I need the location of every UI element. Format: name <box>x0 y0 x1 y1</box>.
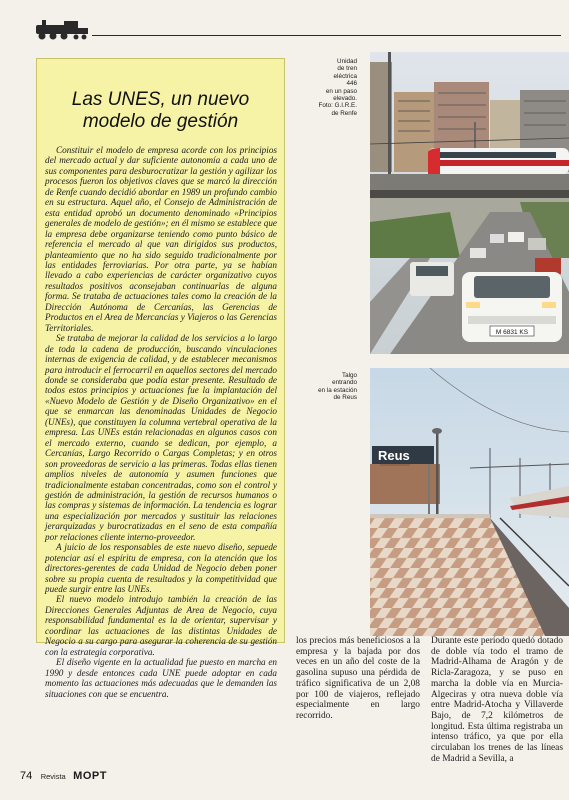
sidebar-box <box>36 58 285 699</box>
column-2 <box>431 636 563 764</box>
column-1-text: los precios más beneficiosos a la empresa y la bajada por dos veces en un año del coste de la gasolina supuso una pérdida de tráfico significativa de un 2,08 por 100 de viajeros, reflejado especialmente en largo recorrido. <box>296 636 420 721</box>
page-number: 74 <box>20 770 33 782</box>
locomotive-icon <box>34 19 90 41</box>
sidebar-paragraph-5: El diseño vigente en la actualidad fue puesto en marcha en 1990 y desde entonces cada UNE puede adoptar en cada momento las actuaciones más adecuadas que le demanden las situaciones con que se encuentra. <box>45 657 277 699</box>
sidebar-paragraph-1: Constituir el modelo de empresa acorde con los principios del mercado actual y dar suficiente autonomía a cada uno de sus componentes para desburocratizar la gestión y agilizar los procesos fueron los objetivos claves que se marcó la dirección de Renfe cuando decidió abordar en 1989 un profundo cambio en su estructura. Aquel año, el Consejo de Administración de esta entidad aprobó un documento denominado «Principios generales de modelo de gestión»; en él mismo se establece que la empresa debe organizarse teniendo como punto básico de referencia el mercado al que van dirigidos sus productos, planteamiento que no ha sido seguido tradicionalmente por las entidades ferroviarias. Por otra parte, ya se habían llevado a cabo experiencias de carácter organizativo cuyos resultados positivos aconsejaban continuarlas de alguna forma. Se trataba de actuaciones tales como la creación de la Dirección Autónoma de Cercanías, las Gerencias de Productos en el Area de Mercancías y Viajeros o las Gerencias Territoriales. <box>45 145 277 333</box>
column-2-text: Durante este período quedó dotado de doble vía todo el tramo de Madrid-Alhama de Aragón y de Ricla-Zaragoza, y se puso en marcha la doble vía en Murcia-Algeciras y otra nueva doble vía entre Madrid-Atocha y Villaverde Bajo, de 7,2 kilómetros de longitud. Esta última registraba un intenso tráfico, ya que por ella circulaban los trenes de las líneas de Madrid a Sevilla, a <box>431 636 563 764</box>
caption-top-line: eléctrica <box>333 72 357 80</box>
caption-bottom-line: entrando <box>332 379 357 387</box>
magazine-logo: MOPT <box>73 770 107 782</box>
sidebar-title <box>37 89 284 133</box>
caption-top-line: en un paso <box>325 87 357 95</box>
caption-top-line: Unidad <box>337 58 357 65</box>
column-1 <box>296 636 420 722</box>
caption-top-photo <box>300 58 357 117</box>
caption-top-line: 446 <box>346 80 357 88</box>
caption-top-line: Foto: G.I.R.E. <box>318 102 357 110</box>
caption-top-line: elevado. <box>333 95 357 103</box>
caption-bottom-line: de Reus <box>333 394 357 402</box>
photo-train-overpass <box>370 52 569 354</box>
license-plate: M 6831 KS <box>495 329 529 336</box>
sidebar-title-line-2: modelo de gestión <box>82 111 239 132</box>
caption-top-line: de tren <box>337 65 357 73</box>
sidebar-body <box>45 145 277 699</box>
sidebar-title-line-1: Las UNES, un nuevo <box>71 89 250 110</box>
article-columns <box>296 636 563 766</box>
caption-top-line: de Renfe <box>331 109 357 117</box>
sidebar-paragraph-2: Se trataba de mejorar la calidad de los servicios a lo largo de toda la cadena de producción, buscando vinculaciones internas de exigencia de calidad, y de establecer mecanismos para introducir el ferrocarril en aquellos sectores del mercado donde se consideraba que podía estar presente. Resultado de todos estos principios y actuaciones fue la implantación del «Nuevo Modelo de Gestión y de Diseño Organizativo» en el que se enmarcan las denominadas Unidades de Negocio (UNEs), que constituyen la columna vertebral operativa de la empresa. Las UNEs están relacionadas en algunos casos con el mercado externo, cuando se dedican, por ejemplo, a Cercanías, Largo Recorrido o Cargas Completas; y en otros son proveedoras de servicio a las primeras. Todas ellas tienen amplios niveles de autonomía y asumen funciones que tradicionalmente estaban concentradas, como son el control y gestión de administración, la gestión de recursos humanos o las compras y sistemas de información. La tendencia es lograr una especialización por mercados y sustituir las relaciones jerarquizadas y burocratizadas en el seno de esta compañía por relaciones cliente interno-proveedor. <box>45 333 277 542</box>
caption-bottom-line: Talgo <box>341 372 357 379</box>
magazine-word: Revista <box>40 772 66 781</box>
sidebar-paragraph-4: El nuevo modelo introdujo también la creación de las Direcciones Generales Adjuntas de Area de Negocio, cuya responsabilidad fundamental es la de orientar, supervisar y coordinar las actuaciones de las distintas Unidades de Negocio a su cargo para asegurar la coherencia de su gestión con la estrategia corporativa. <box>45 594 277 657</box>
header-rule <box>92 35 561 36</box>
photo-reus-station <box>370 368 569 636</box>
caption-bottom-line: en la estación <box>318 386 357 394</box>
station-sign: Reus <box>378 448 410 463</box>
sidebar-paragraph-3: A juicio de los responsables de este nuevo diseño, sepuede potenciar así el espíritu de empresa, con la atención que los directores-gerentes de cada Unidad de Negocio deben poner sobre su propia cuenta de resultados y la competitividad que puede surgir entre las UNEs. <box>45 542 277 595</box>
caption-bottom-photo <box>300 372 357 402</box>
page-footer <box>20 766 107 784</box>
